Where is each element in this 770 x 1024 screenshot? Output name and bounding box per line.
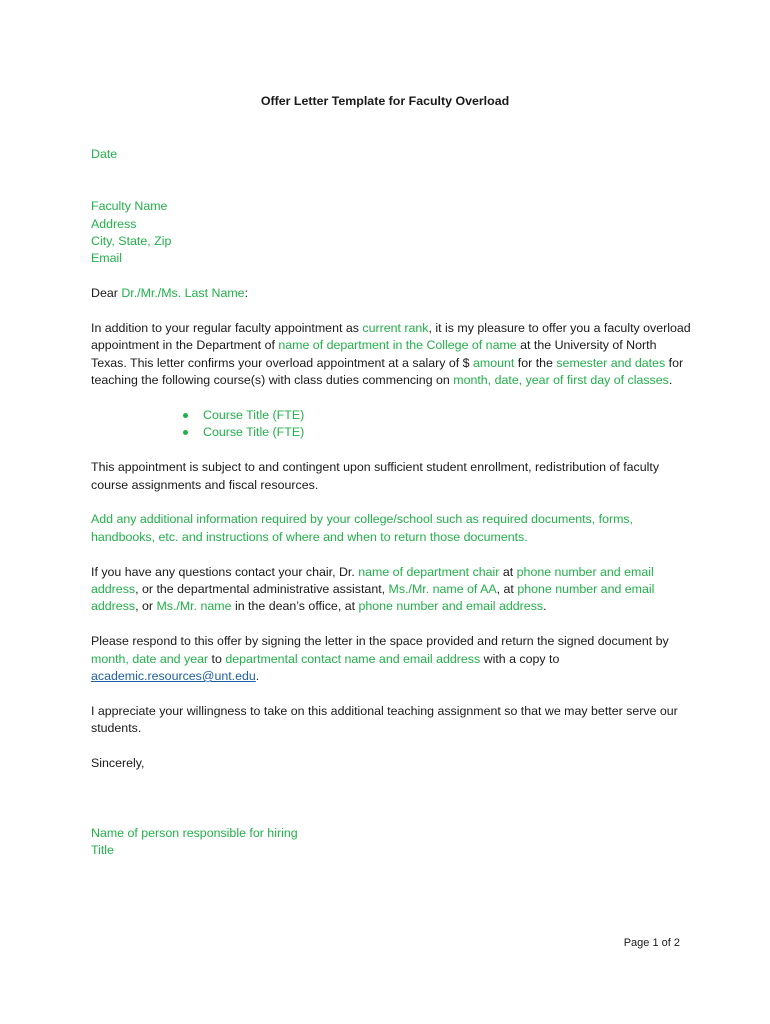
paragraph-appointment: In addition to your regular faculty appointment as current rank, it is my pleasure to offer you a faculty overload appointment in the Department of name of department in the College of name at the University of North Texas. This letter confirms your overload appointment at a salary of $ amount for the semester and dates for teaching the following course(s) with class duties commencing on month, date, year of first day of classes. — [91, 321, 691, 388]
recipient-city: City, State, Zip — [91, 234, 172, 249]
signer-title: Title — [91, 843, 114, 858]
bullet-icon — [183, 413, 188, 418]
paragraph-contingency: This appointment is subject to and contingent upon sufficient student enrollment, redistribution of faculty course assignments and fiscal resources. — [91, 460, 660, 492]
salutation-name: Dr./Mr./Ms. Last Name — [121, 286, 245, 301]
recipient-name: Faculty Name — [91, 199, 168, 214]
email-link[interactable]: academic.resources@unt.edu — [91, 669, 256, 684]
paragraph-respond: Please respond to this offer by signing the letter in the space provided and return the signed document by month, date and year to departmental contact name and email address with a copy to academic.resources@unt.edu. — [91, 634, 669, 684]
closing: Sincerely, — [91, 756, 145, 771]
letter-body — [91, 146, 691, 859]
date-placeholder: Date — [91, 147, 118, 161]
recipient-email: Email — [91, 251, 122, 266]
paragraph-additional-info: Add any additional information required by your college/school such as required documents, forms, handbooks, etc. and instructions of where and when to return those documents. — [91, 512, 634, 544]
recipient-address: Address — [91, 216, 137, 231]
paragraph-appreciation: I appreciate your willingness to take on this additional teaching assignment so that we may better serve our students. — [91, 703, 678, 736]
paragraph-contacts: If you have any questions contact your chair, Dr. name of department chair at phone number and email address, or the departmental administrative assistant, Ms./Mr. name of AA, at phone number and email address, or Ms./Mr. name in the dean’s office, at phone number and email address. — [91, 564, 655, 614]
list-item: Course Title (FTE) — [184, 407, 691, 424]
bullet-icon — [183, 430, 188, 435]
salutation: Dear Dr./Mr./Ms. Last Name: — [91, 286, 249, 301]
course-list — [91, 407, 691, 442]
recipient-block — [91, 198, 691, 268]
page-number: Page 1 of 2 — [623, 937, 680, 949]
document-title: Offer Letter Template for Faculty Overload — [260, 94, 510, 108]
signer-name: Name of person responsible for hiring — [91, 825, 298, 840]
list-item: Course Title (FTE) — [184, 424, 691, 441]
